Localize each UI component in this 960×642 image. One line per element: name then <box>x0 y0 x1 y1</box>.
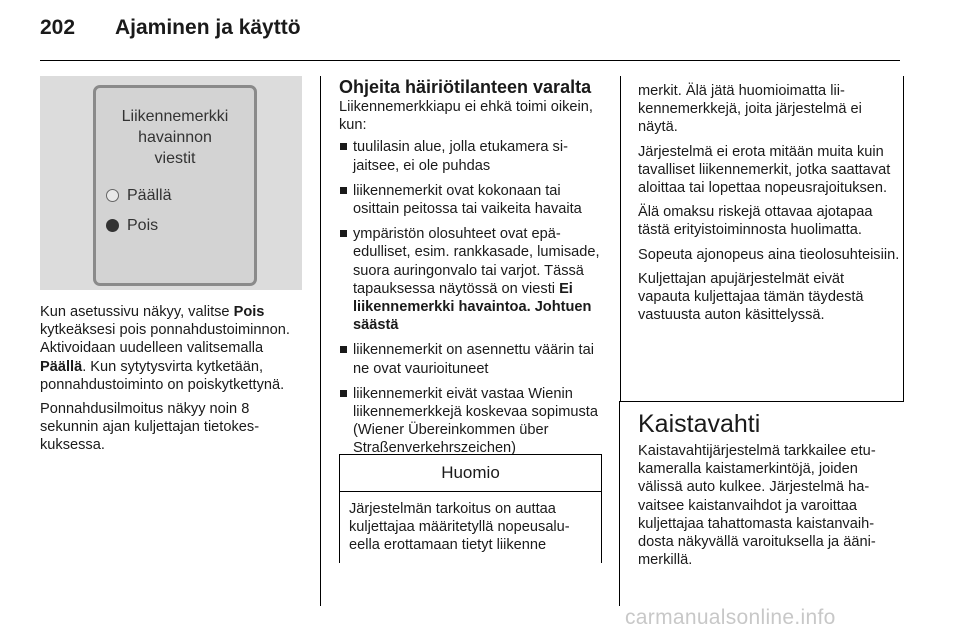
option-on[interactable] <box>106 186 171 206</box>
radio-unselected-icon <box>106 189 119 202</box>
note-continuation: merkit. Älä jätä huomioimatta liikennemerkkejä, joita järjestelmä ei näytä. Järjestelmä ei erota mitään muita kuin tavalliset liikennemerkit, jotka saattavat aloittaa tai lopettaa nopeusrajoituksen. Älä omaksu riskejä ottavaa ajotapaa tästä erityistoiminnosta huolimatta. Sopeuta ajonopeus aina tieolosuhteisiin. Kuljettajan apujärjestelmät eivät vapauta kuljettajaa tämän täydestä vastuusta auton käsittelyssä. <box>638 83 900 324</box>
option-on-label: Päällä <box>127 187 172 204</box>
settings-paragraph: Kun asetussivu näkyy, valitse Pois kytkeäksesi pois ponnahdustoiminnon. Aktivoidaan uudelleen valitsemalla Päällä. Kun sytytysvirta kytketään, ponnahdustoiminto on poiskytkettynä. <box>40 304 290 393</box>
display-screen <box>93 85 257 286</box>
column-divider-right <box>619 401 620 606</box>
lane-assist-heading: Kaistavahti <box>638 410 761 438</box>
list-item: liikennemerkit ovat kokonaan tai osittain peitossa tai vaikeita havaita <box>339 182 609 218</box>
fault-intro: Liikennemerkkiapu ei ehkä toimi oikein, kun: <box>339 99 593 134</box>
list-item: ympäristön olosuhteet ovat epäedulliset, esim. rankkasade, lumisade, suora auringonvalo tai varjot. Tässä tapauksessa näytössä on viesti Ei liikennemerkki havaintoa. Johtuen säästä <box>339 225 609 334</box>
option-off[interactable] <box>106 216 158 236</box>
watermark: carmanualsonline.info <box>625 606 836 629</box>
column-2 <box>339 77 609 465</box>
page-number: 202 <box>40 16 76 39</box>
column-1 <box>40 303 302 461</box>
list-item: liikennemerkit eivät vastaa Wienin liikennemerkkejä koskevaa sopimusta (Wiener Übereinkommen über Straßenverkehrszeichen) <box>339 385 609 458</box>
radio-selected-icon <box>106 219 119 232</box>
option-off-label: Pois <box>127 217 159 234</box>
screen-title: Liikennemerkki havainnon viestit <box>121 108 229 167</box>
fault-list <box>339 138 609 457</box>
header-rule <box>40 60 900 61</box>
list-item: tuulilasin alue, jolla etukamera sijaitsee, ei ole puhdas <box>339 138 609 174</box>
lane-assist-section <box>638 410 902 569</box>
display-figure <box>40 76 302 290</box>
list-item: liikennemerkit on asennettu väärin tai ne ovat vaurioituneet <box>339 341 609 377</box>
lane-assist-text: Kaistavahtijärjestelmä tarkkailee etukameralla kaistamerkintöjä, joiden välissä auto kulkee. Järjestelmä havaitsee kaistanvaihdot ja varoittaa kuljettajaa tahattomasta kaistanvaihdosta näkyvällä varoituksella ja äänimerkillä. <box>638 443 876 569</box>
note-text: Järjestelmän tarkoitus on auttaa kuljettajaa määritetyllä nopeusalueella erottamaan tietyt liikenne <box>349 501 570 554</box>
note-title: Huomio <box>340 455 601 492</box>
fault-heading: Ohjeita häiriötilanteen varalta <box>339 77 592 97</box>
note-box <box>339 454 602 563</box>
popup-paragraph: Ponnahdusilmoitus näkyy noin 8 sekunnin ajan kuljettajan tietokeskuksessa. <box>40 401 260 454</box>
page-title: Ajaminen ja käyttö <box>115 16 301 39</box>
column-divider-left <box>320 76 321 606</box>
